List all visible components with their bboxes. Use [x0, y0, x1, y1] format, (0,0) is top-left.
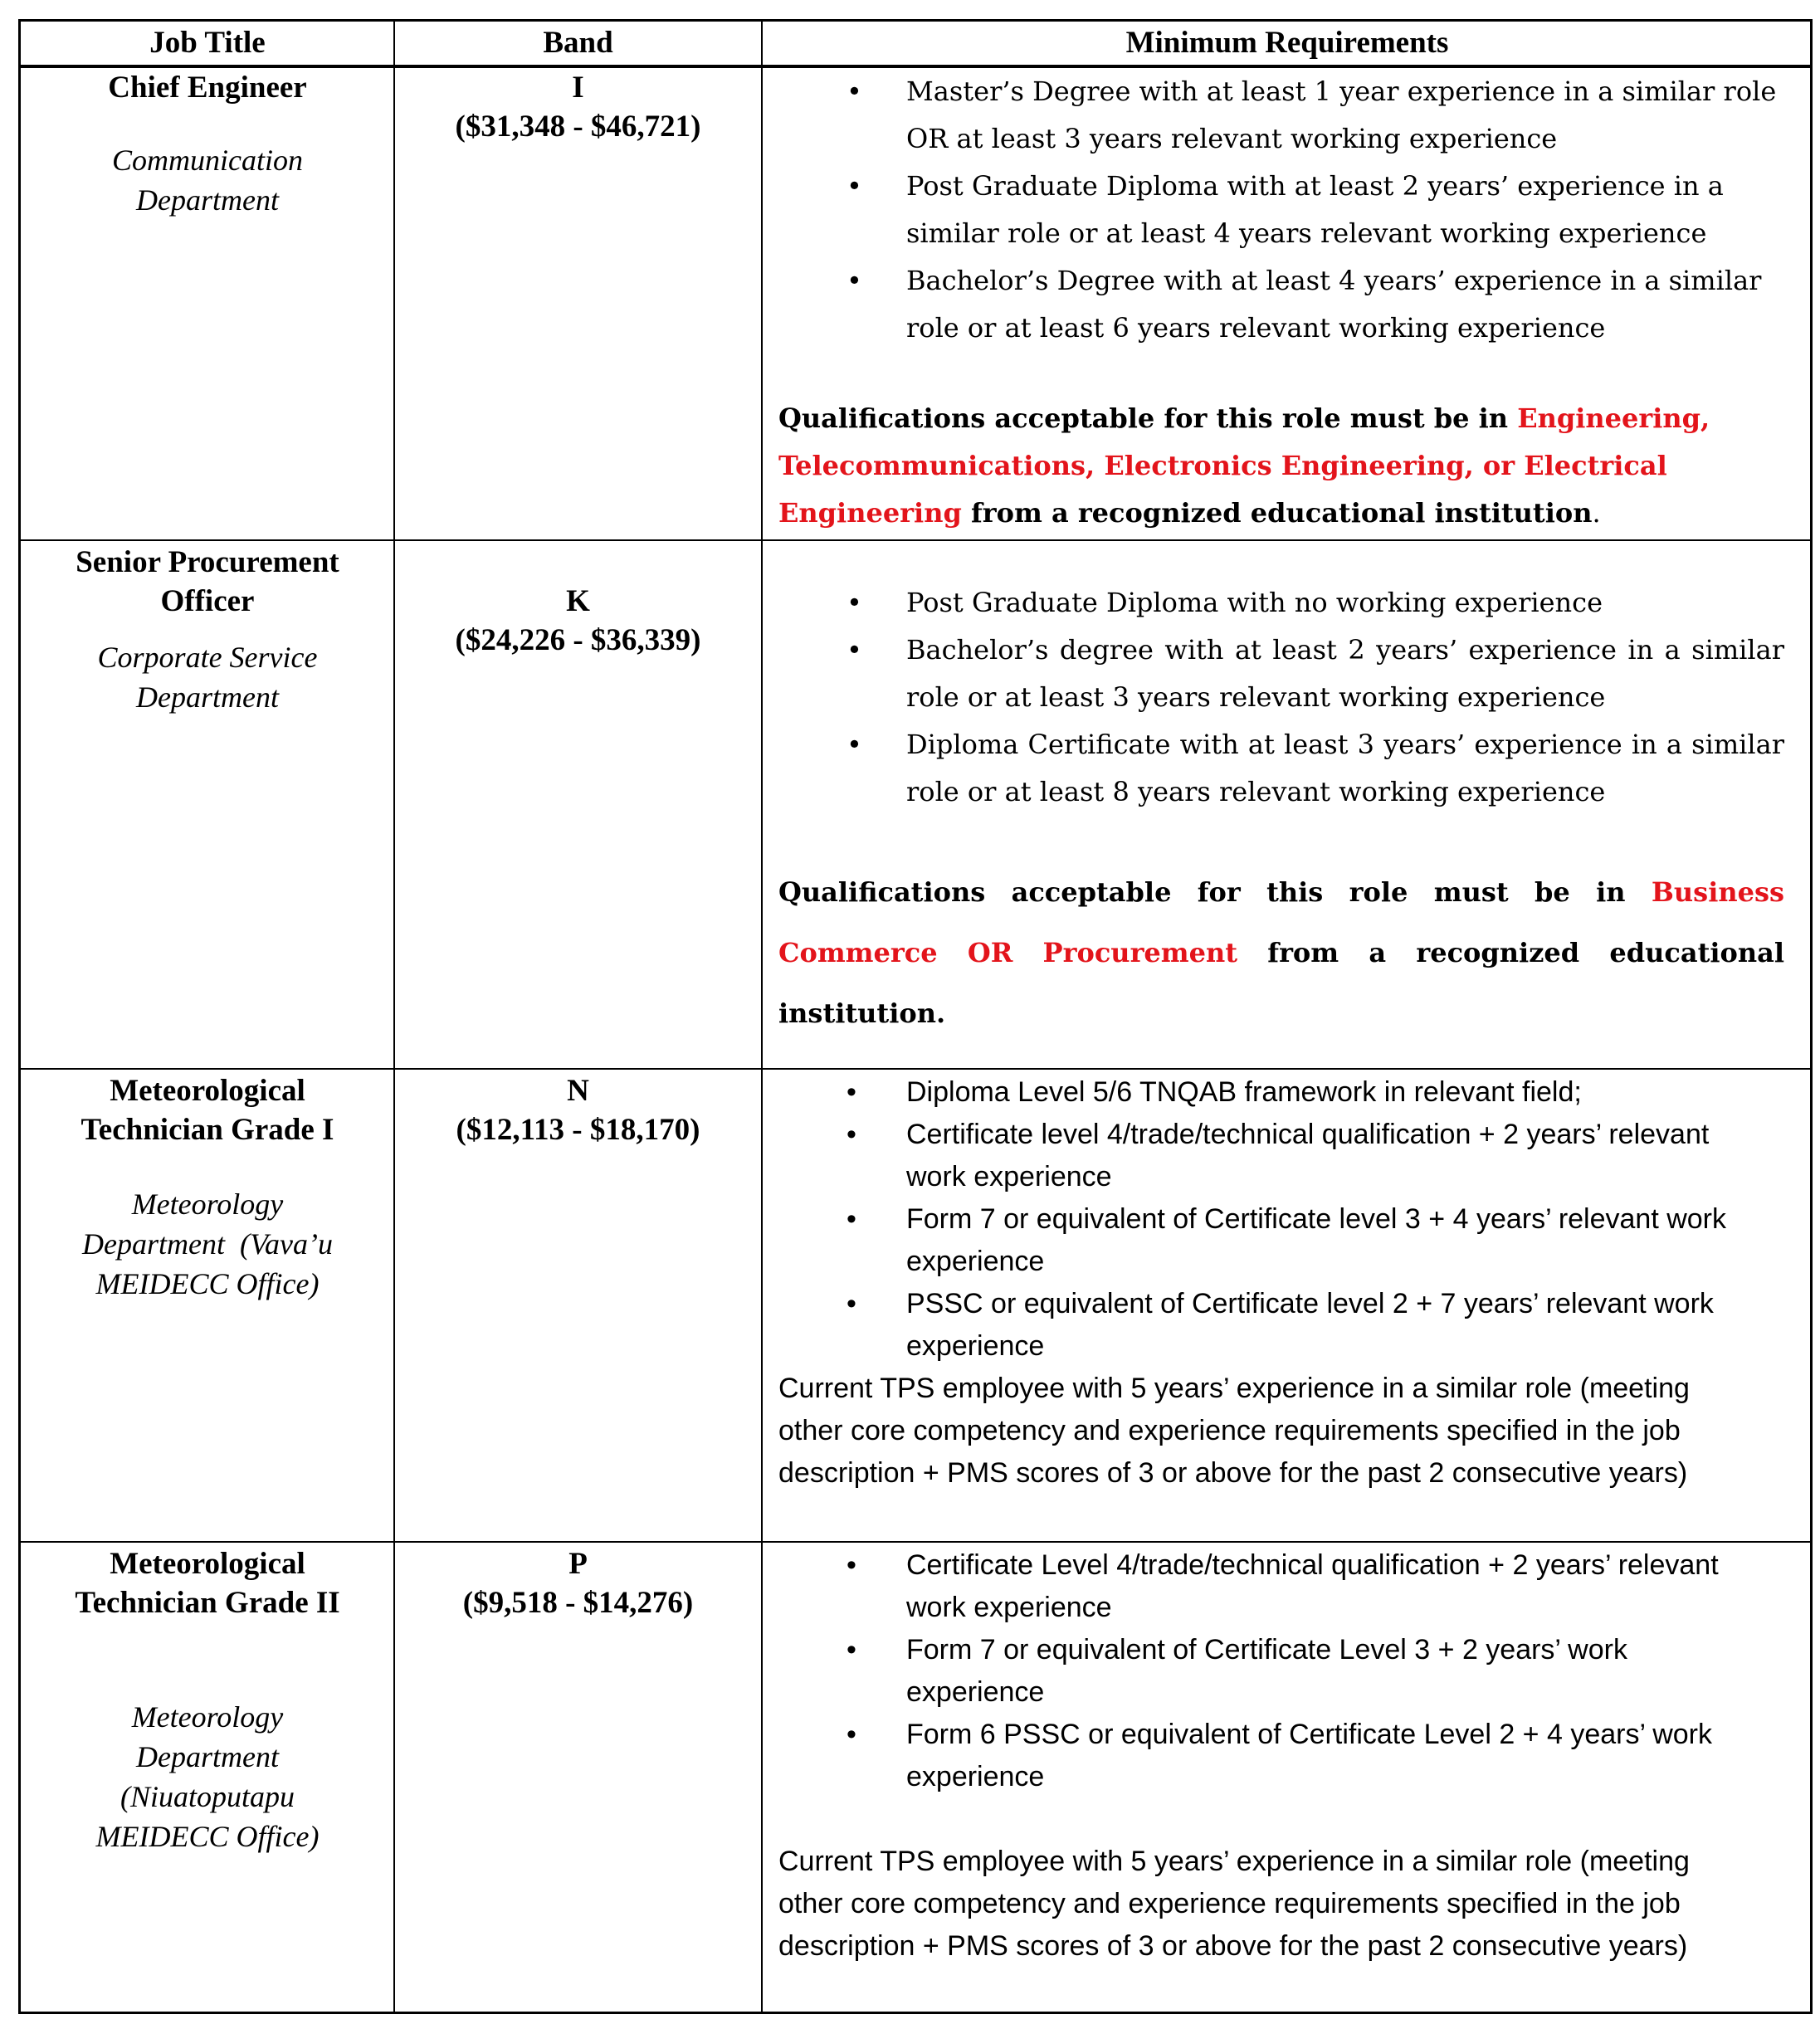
department-line: Department (Vava’u	[82, 1227, 333, 1261]
job-title-line: Senior Procurement	[76, 545, 339, 579]
job-title-line: Technician Grade I	[81, 1113, 334, 1147]
job-title-line: Technician Grade II	[75, 1586, 340, 1620]
requirement-item: • Form 6 PSSC or equivalent of Certificate Level 2 + 4 years’ work experience	[762, 1714, 1738, 1798]
tps-employee-note: Current TPS employee with 5 years’ experience in a similar role (meeting other core competency and experience requirements specified in the job description + PMS scores of 3 or above for the past 2 consecutive years)	[778, 1846, 1690, 1962]
requirement-item: • Post Graduate Diploma with at least 2 years’ experience in a similar role or at least 4 years relevant working experience	[762, 163, 1783, 257]
table-row-1-requirements	[762, 68, 1813, 537]
department-line: Department	[136, 183, 279, 217]
header-minimum-requirements: Minimum Requirements	[1125, 26, 1449, 60]
band-salary-range: ($24,226 - $36,339)	[455, 623, 701, 657]
department-line: Department	[136, 680, 279, 714]
requirement-item: • Diploma Certificate with at least 3 years’ experience in a similar role or at least 8 years relevant working experience	[762, 721, 1784, 816]
band-salary-range: ($9,518 - $14,276)	[462, 1586, 694, 1620]
table-row-4-band	[394, 1544, 762, 1622]
qualification-statement: Qualifications acceptable for this role must be in Business Commerce OR Procurement from a recognized educational institution.	[778, 876, 1785, 1029]
requirement-item: • Bachelor’s degree with at least 2 years’ experience in a similar role or at least 3 years relevant working experience	[762, 627, 1784, 721]
bullet-icon: •	[847, 1288, 856, 1319]
requirement-item: • Post Graduate Diploma with no working experience	[762, 579, 1784, 627]
bullet-icon: •	[847, 1076, 856, 1108]
qualification-statement: Qualifications acceptable for this role must be in Engineering, Telecommunications, Electronics Engineering, or Electrical Engineering from a recognized educational institution.	[778, 402, 1710, 529]
table-row-3-job	[21, 1071, 394, 1304]
table-row-3-band	[394, 1071, 762, 1149]
job-title: Chief Engineer	[108, 71, 307, 105]
row-divider	[21, 1068, 1810, 1070]
department-line: Meteorology	[131, 1188, 284, 1221]
requirements-list	[762, 68, 1783, 352]
job-title-line: Meteorological	[110, 1074, 305, 1108]
table-row-2-band	[394, 582, 762, 660]
bullet-icon: •	[847, 1719, 856, 1750]
table-row-3-requirements	[762, 1071, 1813, 1495]
bullet-icon: •	[847, 170, 862, 202]
bullet-icon: •	[847, 1203, 856, 1235]
department-line: (Niuatoputapu	[120, 1780, 295, 1813]
table-row-2-job	[21, 543, 394, 717]
band-code: K	[566, 584, 590, 618]
requirements-list	[762, 1544, 1738, 1798]
header-job-title: Job Title	[149, 26, 266, 60]
header-band: Band	[543, 26, 613, 60]
row-divider	[21, 1541, 1810, 1543]
requirement-item: • Master’s Degree with at least 1 year experience in a similar role OR at least 3 years relevant working experience	[762, 68, 1783, 163]
department-line: MEIDECC Office)	[95, 1820, 320, 1853]
requirement-item: • PSSC or equivalent of Certificate level 2 + 7 years’ relevant work experience	[762, 1283, 1738, 1368]
qualification-fields: Business Commerce OR Procurement	[778, 876, 1784, 968]
band-code: P	[568, 1547, 588, 1581]
department-line: Department	[136, 1740, 279, 1773]
bullet-icon: •	[847, 587, 862, 618]
department-line: Meteorology	[131, 1700, 284, 1734]
job-requirements-table	[18, 19, 1813, 2014]
requirements-list	[762, 579, 1784, 816]
department-line: Corporate Service	[97, 641, 318, 674]
table-row-2-requirements	[762, 579, 1813, 1044]
row-divider	[21, 539, 1810, 541]
requirement-item: • Certificate level 4/trade/technical qualification + 2 years’ relevant work experience	[762, 1114, 1738, 1198]
job-title-line: Officer	[160, 584, 255, 618]
qualification-fields: Engineering, Telecommunications, Electronics Engineering, or Electrical Engineering	[778, 402, 1710, 529]
department-line: Communication	[112, 144, 303, 177]
band-salary-range: ($31,348 - $46,721)	[455, 110, 701, 144]
band-code: I	[572, 71, 584, 105]
requirement-item: • Bachelor’s Degree with at least 4 years’ experience in a similar role or at least 6 years relevant working experience	[762, 257, 1783, 352]
job-title-line: Meteorological	[110, 1547, 305, 1581]
requirement-item: • Form 7 or equivalent of Certificate Level 3 + 2 years’ work experience	[762, 1629, 1738, 1714]
tps-employee-note: Current TPS employee with 5 years’ experience in a similar role (meeting other core competency and experience requirements specified in the job description + PMS scores of 3 or above for the past 2 consecutive years)	[778, 1373, 1690, 1489]
band-code: N	[567, 1074, 589, 1108]
bullet-icon: •	[847, 729, 862, 760]
bullet-icon: •	[847, 265, 862, 296]
bullet-icon: •	[847, 1119, 856, 1150]
requirement-item: • Certificate Level 4/trade/technical qualification + 2 years’ relevant work experience	[762, 1544, 1738, 1629]
department-line: MEIDECC Office)	[95, 1267, 320, 1300]
requirement-item: • Diploma Level 5/6 TNQAB framework in relevant field;	[762, 1071, 1738, 1114]
table-row-4-job	[21, 1544, 394, 1856]
bullet-icon: •	[847, 634, 862, 666]
table-row-1-band	[394, 68, 762, 146]
requirements-list	[762, 1071, 1738, 1368]
table-row-4-requirements	[762, 1544, 1813, 1968]
bullet-icon: •	[847, 76, 862, 107]
requirement-item: • Form 7 or equivalent of Certificate level 3 + 4 years’ relevant work experience	[762, 1198, 1738, 1283]
bullet-icon: •	[847, 1634, 856, 1666]
bullet-icon: •	[847, 1549, 856, 1581]
band-salary-range: ($12,113 - $18,170)	[456, 1113, 700, 1147]
table-row-1-job	[21, 68, 394, 220]
